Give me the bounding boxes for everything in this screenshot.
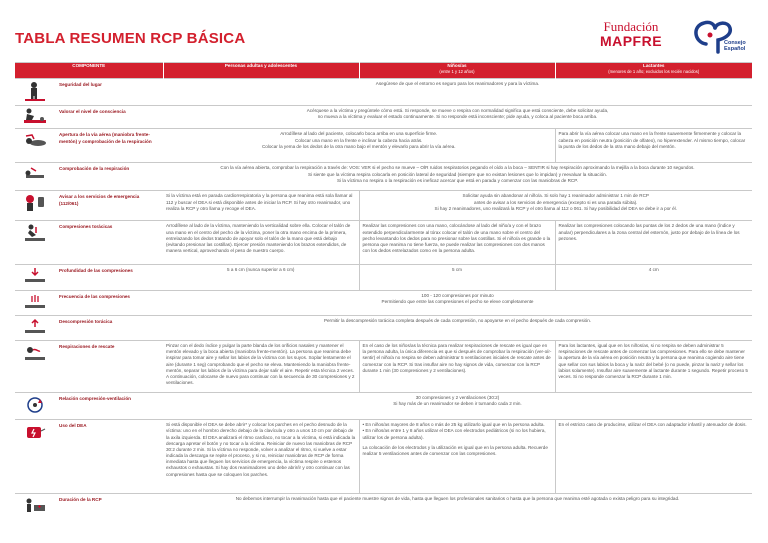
header-componente: COMPONENTE [15, 63, 163, 79]
table-row [15, 106, 752, 129]
row-name: Avisar a los servicios de emergencia (112/061) [55, 191, 163, 221]
header-adultos: Personas adultas y adolescentes [163, 63, 359, 79]
table-row [15, 129, 752, 163]
table-row [15, 265, 752, 290]
fundacion-mapfre-logo [598, 20, 664, 48]
kneeling-rescuer-icon [15, 106, 55, 129]
row-name: Seguridad del lugar [55, 79, 163, 106]
table-row [15, 290, 752, 315]
cell: • En niños/as mayores de 8 años o más de 25 kg utilizarlo igual que en la persona adulta. • En niños/as entre 1 y 8 años utilizar el DEA con electrodos pediátricos (si no los hubiera, utilizar los de persona adulta). La colocación de los electrodos y la utilización es igual que en la persona adulta. Recuerde realizar 5 ventilaciones antes de comenzar con las compresiones. [359, 420, 555, 494]
check-breathing-icon [15, 163, 55, 191]
cell: 5 cm [359, 265, 555, 290]
row-name: Duración de la RCP [55, 494, 163, 526]
standing-person-icon [15, 79, 55, 106]
logo-text: Fundación [603, 19, 659, 34]
table-row [15, 191, 752, 221]
chest-recoil-icon [15, 315, 55, 340]
page-title: TABLA RESUMEN RCP BÁSICA [15, 30, 246, 47]
table-row [15, 315, 752, 340]
table-row [15, 163, 752, 191]
cell: Realizar las compresiones con una mano, colocándose al lado del niño/a y con el brazo extendido perpendicularmente al tórax colocar el talón de una mano sobre el centro del pecho levantando los dedos para no presionar sobre las costillas. Si el niño/a es grande o la persona que reanima no tiene fuerza, se puede realizar las compresiones con dos manos con los dedos entrelazados como en la persona adulta. [359, 221, 555, 265]
cell: 100 - 120 compresiones por minuto Permitiendo que entre las compresiones el pecho se eleve completamente [163, 290, 752, 315]
cell: Asegúrese de que el entorno es seguro para los reanimadores y para la víctima. [163, 79, 752, 106]
row-name: Descompresión torácica [55, 315, 163, 340]
compression-depth-icon [15, 265, 55, 290]
row-name: Valorar el nivel de consciencia [55, 106, 163, 129]
row-name: Apertura de la vía aérea (maniobra frente-mentón) y comprobación de la respiración [55, 129, 163, 163]
chest-compression-icon [15, 221, 55, 265]
cell: No debemos interrumpir la reanimación hasta que el paciente muestre signos de vida, hasta que lleguen los profesionales sanitarios o hasta que la persona que reanima esté agotada o exista peligro para su integridad. [163, 494, 752, 526]
cell: Para los lactantes, igual que en los niños/as, si no respira se deben administrar 5 respiraciones de rescate antes de comenzar las compresiones. Para ello se debe mantener la apertura de la vía aérea en posición neutra y la persona que reanima cogiendo aire tiene que sellar con sus labios la boca y la nariz del bebé (o no puede, pinzar la nariz y sellar los labios solamente). Insuflar aire suavemente al lactante durante 1 segundo. Repetir proceso 5 veces. Si no responde comenzar la RCP durante 1 min. [555, 340, 752, 392]
compression-rate-icon [15, 290, 55, 315]
cell: En el estricto caso de producirse, utilizar el DEA con adaptador infantil y atenuador de dosis. [555, 420, 752, 494]
table-header [15, 63, 752, 79]
table-row [15, 79, 752, 106]
cell: Acérquese a la víctima y pregúntele cómo está. Si responde, se mueve o respira con normalidad significa que está consciente, debe solicitar ayuda, no mueva a la víctima y evaluar el estado continuamente. Si no responde está inconsciente; pide ayuda, y coloca al paciente boca arriba. [163, 106, 752, 129]
cell: 4 cm [555, 265, 752, 290]
table-row [15, 392, 752, 419]
table-row [15, 420, 752, 494]
row-name: Compresiones torácicas [55, 221, 163, 265]
cpr-cycle-icon [15, 392, 55, 419]
logo-text: MAPFRE [599, 33, 663, 49]
cell: En el caso de los niños/as la técnica para realizar respiraciones de rescate es igual que en la persona adulta, la única diferencia es que si después de comprobar la respiración (ver-oír-sentir) el niño/a no respira se deben administrar 5 ventilaciones iniciales de rescate antes de comenzar con la RCP. Si tras insuflar aire no hay signos de vida, comenzar con la RCP durante 1 min (30 compresiones y 2 ventilaciones). [359, 340, 555, 392]
cell: 30 compresiones y 2 ventilaciones (30:2) Si hay más de un reanimador se deben ir turnando cada 2 min. [163, 392, 752, 419]
cell: Con la vía aérea abierta, comprobar la respiración a través de: VOS: VER si el pecho se mueve – OÍR ruidos respiratorios pegando el oído a la boca – SENTIR si hay respiración aproximando la mejilla a la boca durante 10 segundos. Si siente que la víctima respira colocarla en posición lateral de seguridad (siempre que no existan lesiones que lo impidan) y reevaluar la situación. Si la víctima no respira o la respiración es ineficaz acercar que está en parada y comenzar con las maniobras de RCP. [163, 163, 752, 191]
cell: 5 a 6 cm (nunca superior a 6 cm) [163, 265, 359, 290]
rescue-breath-icon [15, 340, 55, 392]
row-name: Comprobación de la respiración [55, 163, 163, 191]
logo-text: Español [724, 46, 746, 53]
row-name: Respiraciones de rescate [55, 340, 163, 392]
cell: Si está disponible el DEA se debe abrir* y colocar los parches en el pecho desnudo de la víctima: uno en el hombro derecho debajo de la clavícula y otro a unos 10 cm por debajo de la axila izquierda. El DEA analizará el ritmo cardíaco, no tocar a la víctima, si está indicada la descarga apretar el botón y no tocar a la víctima. Reiniciar de nuevo las maniobras de RCP 30:2 durante 2 min. Si la víctima no responde, volver a analizar el ritmo, si vuelve a estar indicada la descarga se repite el proceso, y si no, reiniciar maniobras de RCP de forma inmediata hasta que lleguen los servicios de emergencia, la víctima respire o estemos exhaustos o exhaustas. Si hay dos reanimadores uno debe abrir/ir y otro continuar con las compresiones hasta que se coloquen los parches. [163, 420, 359, 494]
cell: Si la víctima está en parada cardiorrespiratoria y la persona que reanima está sola llamar al 112 y buscar el DEA si está disponible antes de iniciar la RCP. Si hay otro reanimador, uno realiza la RCP y otro llama y recoge el DEA. [163, 191, 359, 221]
consejo-espanol-rcp-logo [690, 18, 752, 58]
row-name: Uso del DEA [55, 420, 163, 494]
cell: Para abrir la vía aérea colocar una mano en la frente suavemente firmemente y colocar la cabeza en posición neutra (posición de olfateo), no hiperextender. Al mismo tiempo, colocar la punta de los dedos de la otra mano debajo del mentón. [555, 129, 752, 163]
cell: Realizar las compresiones colocando las puntas de los 2 dedos de una mano (índice y anular) perpendiculares a la zona central del esternón, justo por debajo de la línea de los pezones. [555, 221, 752, 265]
row-name: Relación compresión-ventilación [55, 392, 163, 419]
row-name: Frecuencia de las compresiones [55, 290, 163, 315]
table-row [15, 340, 752, 392]
header-lactantes: Lactantes (menores de 1 año; excluidos los recién nacidos) [555, 63, 752, 79]
cell: Permitir la descompresión torácica completa después de cada compresión, no apoyarse en el pecho después de cada compresión. [163, 315, 752, 340]
aed-device-icon [15, 420, 55, 494]
row-name: Profundidad de las compresiones [55, 265, 163, 290]
ambulance-team-icon [15, 494, 55, 526]
table-row [15, 494, 752, 526]
head-tilt-icon [15, 129, 55, 163]
cell: Arrodíllese al lado del paciente, colocarlo boca arriba en una superficie firme. Colocar una mano en la frente e inclinar la cabeza hacia atrás. Colocar la yema de los dedos de la otra mano bajo el mentón y elevarlo para abrir la vía aérea. [163, 129, 555, 163]
cell: Solicitar ayuda sin abandonar al niño/a. Si solo hay 1 reanimador administrar 1 min de RCP antes de avisar a los servicios de emergencia (excepto si es una parada súbita). Si hay 2 reanimadores, uno realizará la RCP y el otro llama al 112 o 061. Si hay posibilidad del DEA se debe ir a por él. [359, 191, 752, 221]
table-row [15, 221, 752, 265]
cell: Pinzar con el dedo índice y pulgar la parte blanda de los orificios nasales y mantener el mentón elevado y la boca abierta (maniobra frente-mentón). La persona que reanima debe inspirar para tomar aire y sellar los labios de la víctima con los suyos. Soplar lentamente el aire (durante 1 seg) comprobando que el pecho se eleva. Manteniendo la maniobra frente-mentón, separar los labios de la víctima para dejar salir el aire. Repetir esta técnica 2 veces. A continuación, colocarse de nuevo para continuar con la secuencia de 30 compresiones y 2 ventilaciones. [163, 340, 359, 392]
header-ninos: Niños/as (entre 1 y 12 años) [359, 63, 555, 79]
cell: Arrodíllese al lado de la víctima, manteniendo la verticalidad sobre ella. Colocar el talón de una mano en el centro del pecho de la víctima, poner la otra mano encima de la primera, entrelazando los dedos tratando de apoyar solo el talón de la mano que está debajo (evitando presionar las costillas). Ejercer presión manteniendo los brazos extendidos, de manera vertical, aprovechando el peso de nuestro cuerpo. [163, 221, 359, 265]
logo-text: Consejo [724, 40, 746, 46]
emergency-call-icon [15, 191, 55, 221]
summary-table [15, 62, 752, 526]
